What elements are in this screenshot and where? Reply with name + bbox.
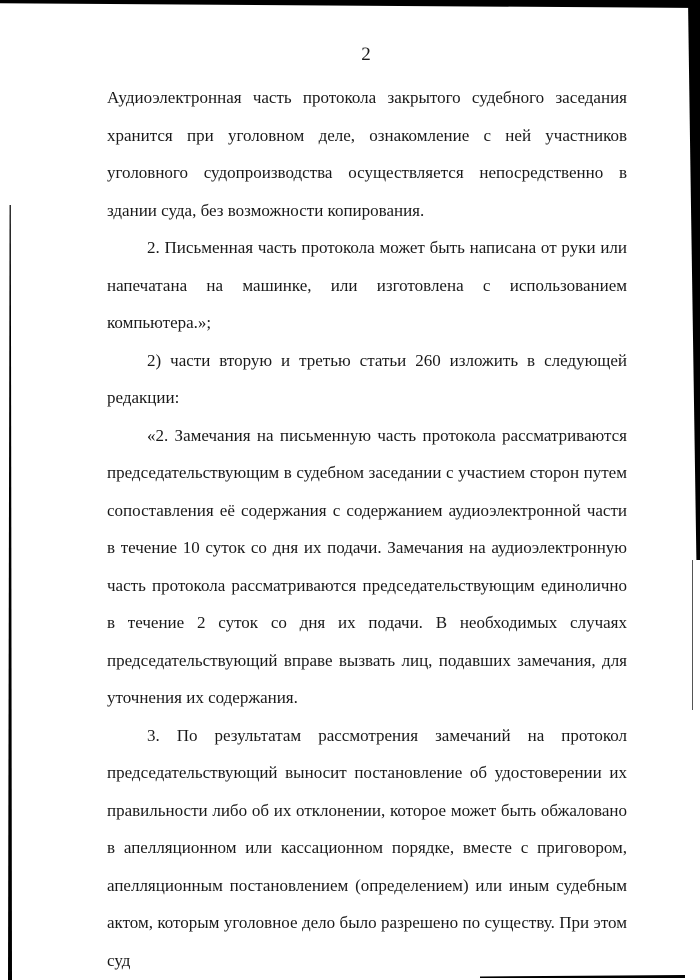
paragraph-audio-part: Аудиоэлектронная часть протокола закрытого судебного заседания хранится при уголовном деле, ознакомление с ней участников уголовного судопроизводства осуществляется непосредственно в здании суда, без возможности копирования.	[107, 88, 627, 220]
paragraph-written-part: 2. Письменная часть протокола может быть написана от руки или напечатана на машинке, или изготовлена с использованием компьютера.»;	[107, 238, 627, 332]
scan-edge-right-thin	[692, 560, 693, 710]
paragraph-review-results: 3. По результатам рассмотрения замечаний на протокол председательствующий выносит постановление об удостоверении их правильности либо об их отклонении, которое может быть обжаловано в апелляционном или кассационном порядке, вместе с приговором, апелляционным постановлением (определением) или иным судебным актом, которым уголовное дело было разрешено по существу. При этом суд	[107, 725, 627, 970]
scan-edge-right	[688, 0, 700, 560]
scan-edge-top	[0, 0, 700, 8]
page-number: 2	[361, 44, 371, 65]
paragraph-amendment-260: 2) части вторую и третью статьи 260 изложить в следующей редакции:	[107, 350, 627, 407]
paragraph-remarks-review: «2. Замечания на письменную часть протокола рассматриваются председательствующим в судебном заседании с участием сторон путем сопоставления её содержания с содержанием аудиоэлектронной части в течение 10 суток со дня их подачи. Замечания на аудиоэлектронную часть протокола рассматриваются председательствующим единолично в течение 2 суток со дня их подачи. В необходимых случаях председательствующий вправе вызвать лиц, подавших замечания, для уточнения их содержания.	[107, 425, 627, 707]
document-body	[107, 79, 627, 979]
scan-edge-left	[8, 205, 12, 980]
